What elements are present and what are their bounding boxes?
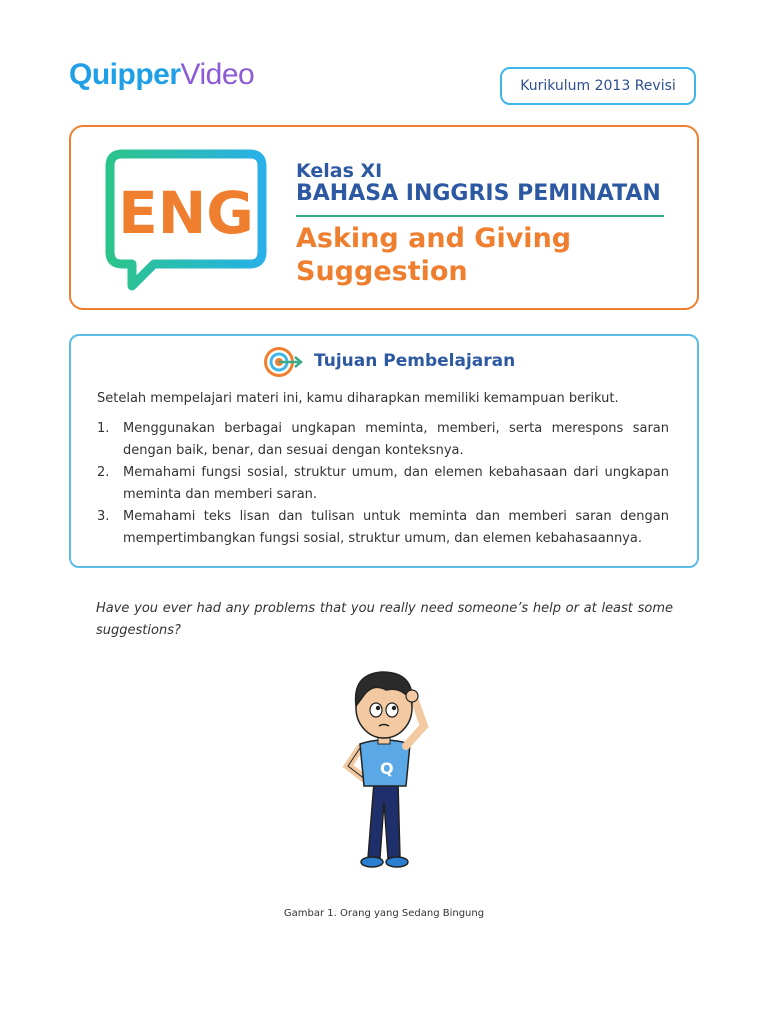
topic-title bbox=[296, 222, 571, 288]
objective-item bbox=[97, 418, 669, 462]
figure-caption: Gambar 1. Orang yang Sedang Bingung bbox=[283, 908, 485, 919]
eng-speech-bubble-icon bbox=[104, 148, 268, 294]
logo-video: Video bbox=[180, 58, 255, 91]
grade-label: Kelas XI bbox=[296, 160, 383, 182]
objectives-intro: Setelah mempelajari materi ini, kamu diharapkan memiliki kemampuan berikut. bbox=[97, 391, 619, 406]
title-divider bbox=[296, 215, 664, 217]
objective-text: Memahami fungsi sosial, struktur umum, dan elemen kebahasaan dari ungkapan meminta dan memberi saran. bbox=[123, 465, 669, 502]
logo-quipper: Quipper bbox=[69, 58, 181, 91]
eng-icon-text: ENG bbox=[118, 179, 254, 247]
topic-line-1: Asking and Giving bbox=[296, 223, 572, 254]
objective-item bbox=[97, 462, 669, 506]
objective-number: 3. bbox=[97, 509, 110, 524]
confused-boy-illustration bbox=[322, 662, 446, 874]
quipper-video-logo bbox=[69, 58, 254, 92]
intro-question: Have you ever had any problems that you really need someone’s help or at least some suggestions? bbox=[96, 601, 673, 638]
target-icon bbox=[263, 346, 305, 378]
objective-number: 2. bbox=[97, 465, 110, 480]
subject-title: BAHASA INGGRIS PEMINATAN bbox=[296, 181, 661, 206]
objectives-list bbox=[97, 418, 669, 550]
objective-number: 1. bbox=[97, 421, 110, 436]
shirt-letter: Q bbox=[380, 759, 394, 778]
objective-text: Memahami teks lisan dan tulisan untuk meminta dan memberi saran dengan mempertimbangkan fungsi sosial, struktur umum, dan elemen kebahasaannya. bbox=[123, 509, 669, 546]
topic-line-2: Suggestion bbox=[296, 256, 468, 287]
objective-item bbox=[97, 506, 669, 550]
objectives-title: Tujuan Pembelajaran bbox=[314, 351, 516, 371]
curriculum-badge: Kurikulum 2013 Revisi bbox=[500, 67, 696, 105]
objective-text: Menggunakan berbagai ungkapan meminta, memberi, serta merespons saran dengan baik, benar, dan sesuai dengan konteksnya. bbox=[123, 421, 669, 458]
